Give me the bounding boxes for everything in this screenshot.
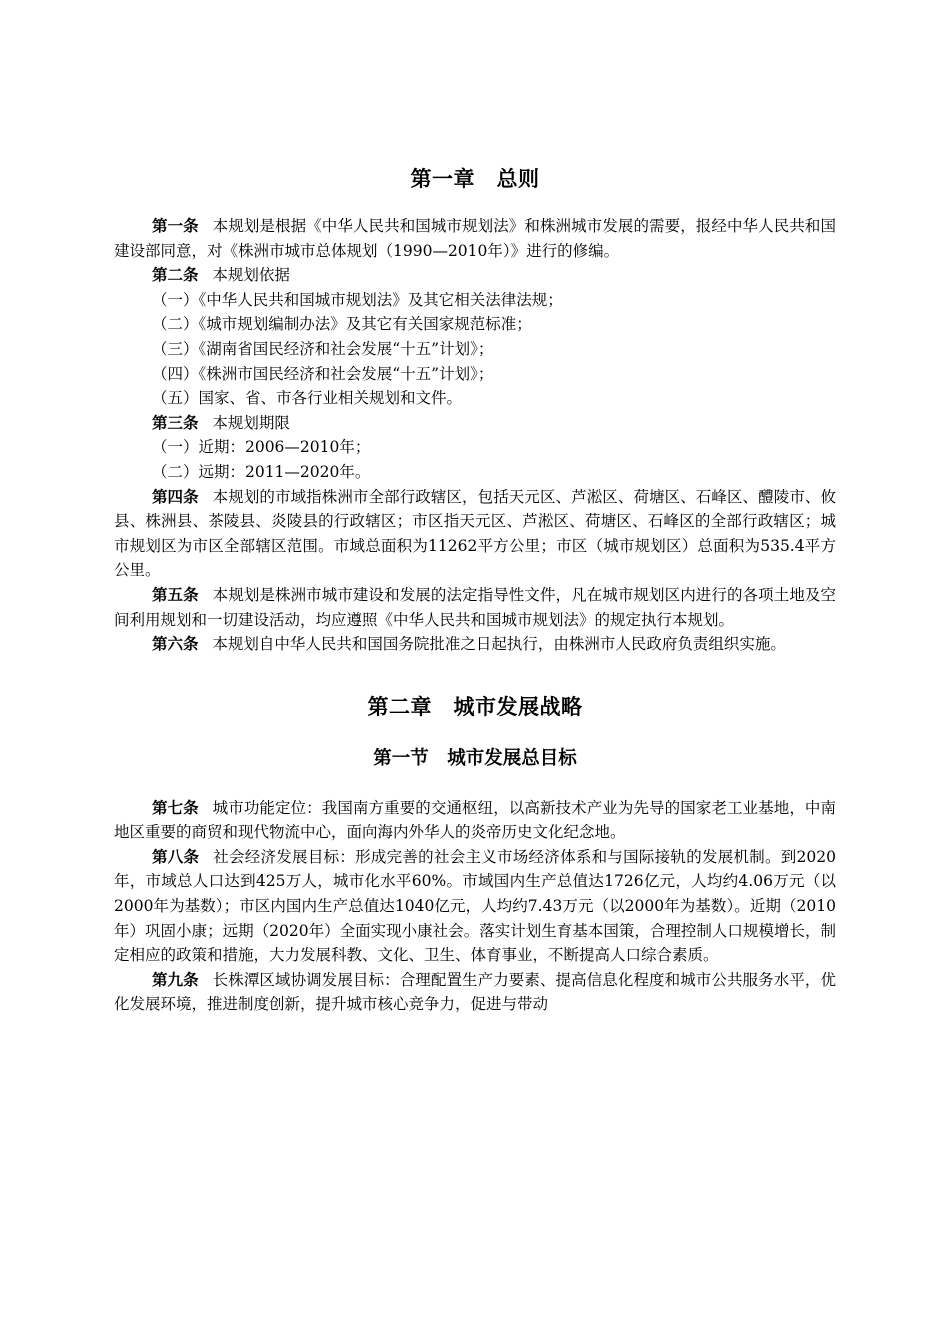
article-label: 第八条 [151, 846, 200, 866]
article-text: 本规划是根据《中华人民共和国城市规划法》和株洲城市发展的需要，报经中华人民共和国建设部同意，对《株洲市城市总体规划（1990—2010年）》进行的修编。 [114, 217, 836, 260]
section-1-title: 第一节 城市发展总目标 [373, 747, 577, 769]
list-item: （二）《城市规划编制办法》及其它有关国家规范标准； [151, 315, 532, 334]
list-item: （二）远期：2011—2020年。 [151, 462, 371, 481]
article-label: 第三条 [151, 412, 199, 432]
document-body [114, 162, 836, 1017]
article-label: 第二条 [151, 265, 199, 285]
article-text: 本规划依据 [212, 266, 290, 285]
article-text: 社会经济发展目标：形成完善的社会主义市场经济体系和与国际接轨的发展机制。到2020年，市域总人口达到425万人，城市化水平60%。市域国内生产总值达1726亿元，人均约4.06万元（以2000年为基数）；市区内国内生产总值达1040亿元，人均约7.43万元（以2000年为基数）。近期（2010年）巩固小康；远期（2020年）全面实现小康社会。落实计划生育基本国策，合理控制人口规模增长，制定相应的政策和措施，大力发展科教、文化、卫生、体育事业，不断提高人口综合素质。 [114, 847, 836, 965]
article-label: 第四条 [151, 486, 199, 506]
article-7 [114, 796, 836, 845]
list-item: （一）近期：2006—2010年； [151, 438, 371, 457]
article-text: 本规划期限 [212, 413, 290, 432]
article-4 [114, 485, 836, 583]
article-1 [114, 214, 836, 263]
article-2 [114, 263, 836, 288]
article-label: 第六条 [151, 634, 199, 654]
chapter-2-title: 第二章 城市发展战略 [367, 693, 583, 719]
article-3 [114, 411, 836, 436]
chapter-1-title: 第一章 总则 [410, 166, 540, 191]
article-9 [114, 968, 836, 1017]
article-text: 城市功能定位：我国南方重要的交通枢纽，以高新技术产业为先导的国家老工业基地，中南地区重要的商贸和现代物流中心，面向海内外华人的炎帝历史文化纪念地。 [114, 798, 836, 842]
article-text: 本规划的市域指株洲市全部行政辖区，包括天元区、芦淞区、荷塘区、石峰区、醴陵市、攸县、株洲县、茶陵县、炎陵县的行政辖区；市区指天元区、芦淞区、荷塘区、石峰区的全部行政辖区；城市规划区为市区全部辖区范围。市域总面积为11262平方公里；市区（城市规划区）总面积为535.4平方公里。 [114, 487, 836, 580]
list-item: （三）《湖南省国民经济和社会发展“十五”计划》； [151, 339, 494, 358]
article-label: 第五条 [151, 584, 199, 604]
list-item: （四）《株洲市国民经济和社会发展“十五”计划》； [151, 364, 494, 383]
article-5 [114, 583, 836, 632]
article-8 [114, 845, 836, 968]
article-label: 第九条 [151, 969, 199, 989]
article-label: 第七条 [151, 797, 199, 817]
article-text: 长株潭区域协调发展目标：合理配置生产力要素、提高信息化程度和城市公共服务水平，优化发展环境，推进制度创新，提升城市核心竞争力，促进与带动 [114, 970, 836, 1014]
article-label: 第一条 [151, 216, 199, 235]
list-item: （五）国家、省、市各行业相关规划和文件。 [151, 389, 462, 408]
article-6 [114, 632, 836, 657]
article-text: 本规划自中华人民共和国国务院批准之日起执行，由株洲市人民政府负责组织实施。 [212, 635, 786, 654]
list-item: （一）《中华人民共和国城市规划法》及其它相关法律法规； [151, 290, 563, 309]
article-text: 本规划是株洲市城市建设和发展的法定指导性文件，凡在城市规划区内进行的各项土地及空间利用规划和一切建设活动，均应遵照《中华人民共和国城市规划法》的规定执行本规划。 [114, 585, 836, 629]
